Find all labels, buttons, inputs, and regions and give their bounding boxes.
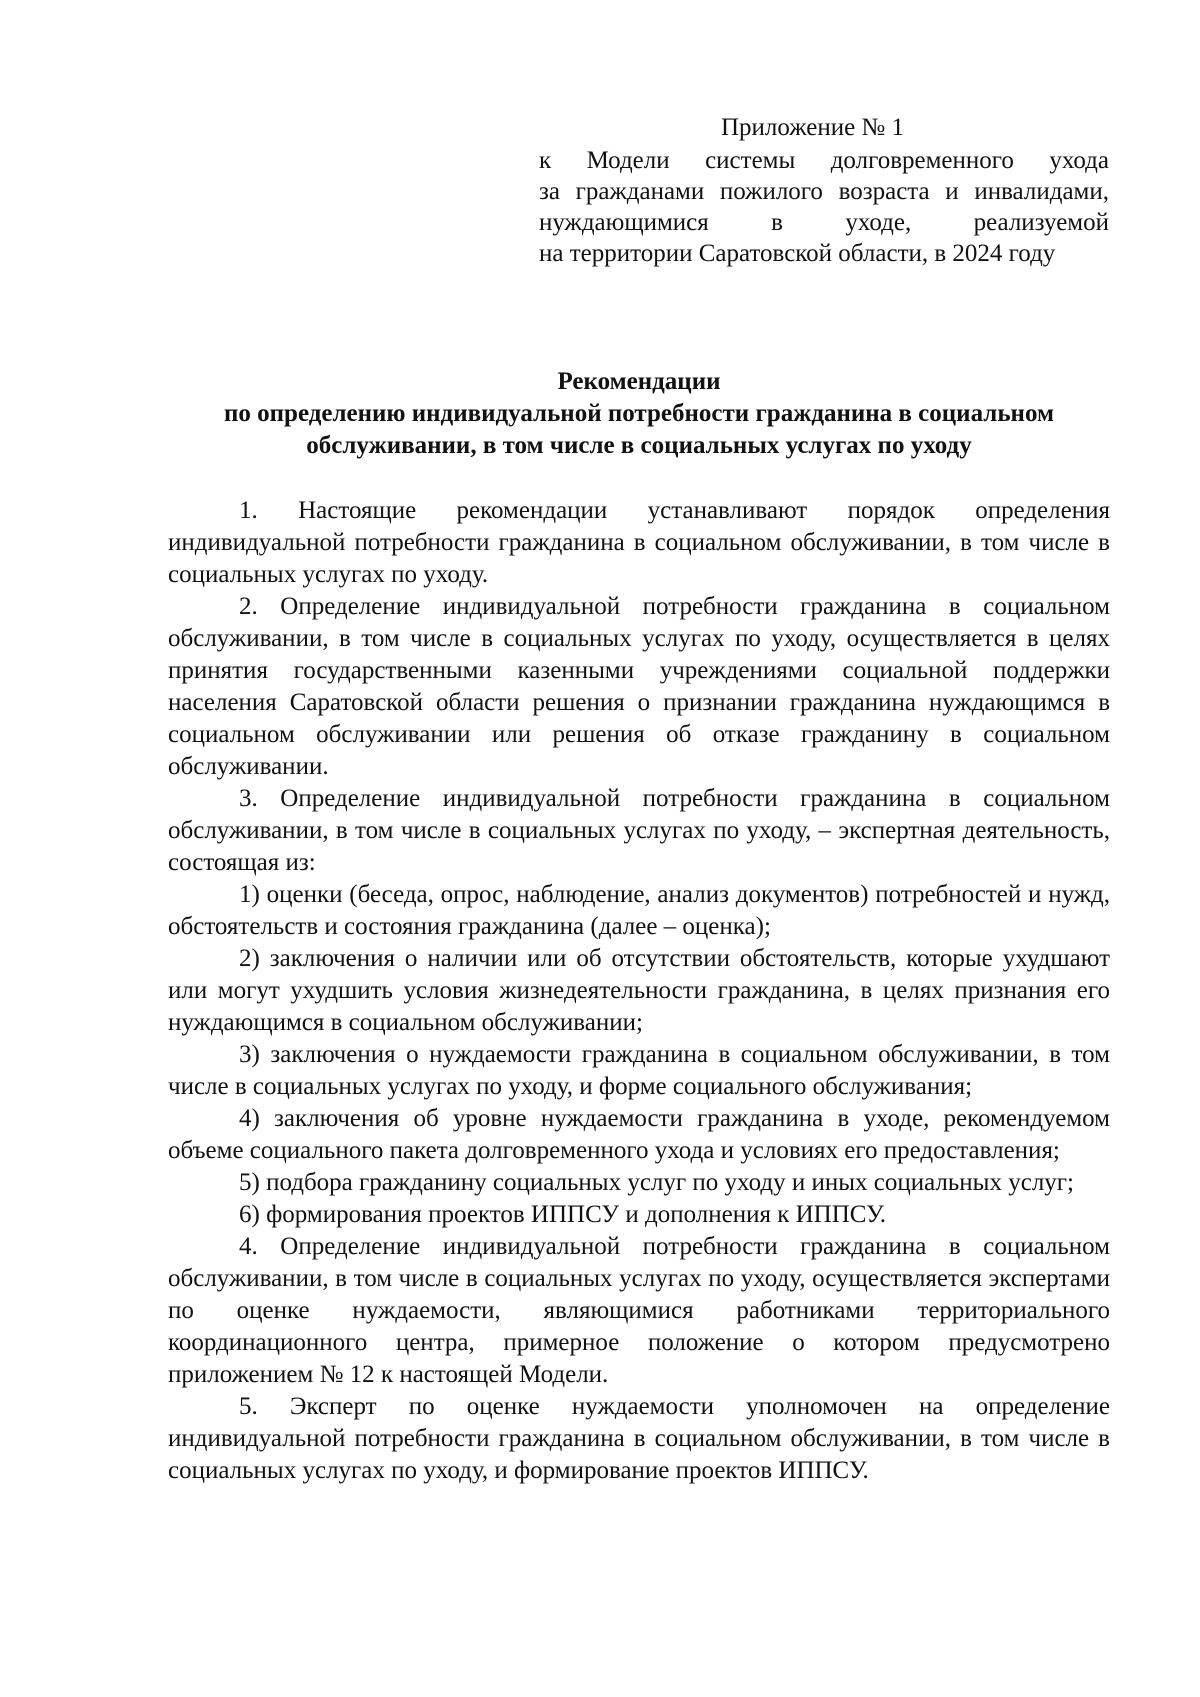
list-item: 4) заключения об уровне нуждаемости гражданина в уходе, рекомендуемом объеме социального пакета долговременного ухода и условиях его предоставления; bbox=[168, 1105, 1110, 1164]
paragraph: 4. Определение индивидуальной потребности гражданина в социальном обслуживании, в том числе в социальных услугах по уходу, осуществляется экспертами по оценке нуждаемости, являющимися работниками территориального координационного центра, примерное положение о котором предусмотрено приложением № 12 к настоящей Модели. bbox=[168, 1233, 1110, 1388]
list-item: 2) заключения о наличии или об отсутствии обстоятельств, которые ухудшают или могут ухудшить условия жизнедеятельности гражданина, в целях признания его нуждающимся в социальном обслуживании; bbox=[168, 945, 1110, 1036]
paragraph: 3. Определение индивидуальной потребности гражданина в социальном обслуживании, в том числе в социальных услугах по уходу, – экспертная деятельность, состоящая из: bbox=[168, 785, 1110, 876]
list-item: 1) оценки (беседа, опрос, наблюдение, анализ документов) потребностей и нужд, обстоятельств и состояния гражданина (далее – оценка); bbox=[168, 881, 1110, 940]
paragraph: 5. Эксперт по оценке нуждаемости уполномочен на определение индивидуальной потребности гражданина в социальном обслуживании, в том числе в социальных услугах по уходу, и формирование проектов ИППСУ. bbox=[168, 1393, 1110, 1484]
paragraph: 1. Настоящие рекомендации устанавливают порядок определения индивидуальной потребности гражданина в социальном обслуживании, в том числе в социальных услугах по уходу. bbox=[168, 497, 1110, 588]
title-line: обслуживании, в том числе в социальных услугах по уходу bbox=[306, 432, 972, 459]
title-line: Рекомендации bbox=[557, 368, 721, 395]
appendix-line: к Модели системы долговременного ухода bbox=[539, 147, 1109, 174]
document-title bbox=[168, 366, 1110, 462]
appendix-number: Приложение № 1 bbox=[721, 114, 905, 141]
title-line: по определению индивидуальной потребности гражданина в социальном bbox=[223, 400, 1055, 427]
list-item: 6) формирования проектов ИППСУ и дополнения к ИППСУ. bbox=[239, 1201, 887, 1228]
appendix-line: на территории Саратовской области, в 2024 году bbox=[539, 240, 1056, 267]
list-item: 3) заключения о нуждаемости гражданина в социальном обслуживании, в том числе в социальных услугах по уходу, и форме социального обслуживания; bbox=[168, 1041, 1110, 1100]
list-item: 5) подбора гражданину социальных услуг по уходу и иных социальных услуг; bbox=[239, 1169, 1074, 1196]
appendix-header bbox=[539, 112, 1109, 269]
document-body bbox=[168, 495, 1110, 1487]
appendix-line: за гражданами пожилого возраста и инвалидами, bbox=[539, 178, 1109, 205]
appendix-line: нуждающимися в уходе, реализуемой bbox=[539, 209, 1109, 236]
paragraph: 2. Определение индивидуальной потребности гражданина в социальном обслуживании, в том числе в социальных услугах по уходу, осуществляется в целях принятия государственными казенными учреждениями социальной поддержки населения Саратовской области решения о признании гражданина нуждающимся в социальном обслуживании или решения об отказе гражданину в социальном обслуживании. bbox=[168, 593, 1110, 780]
